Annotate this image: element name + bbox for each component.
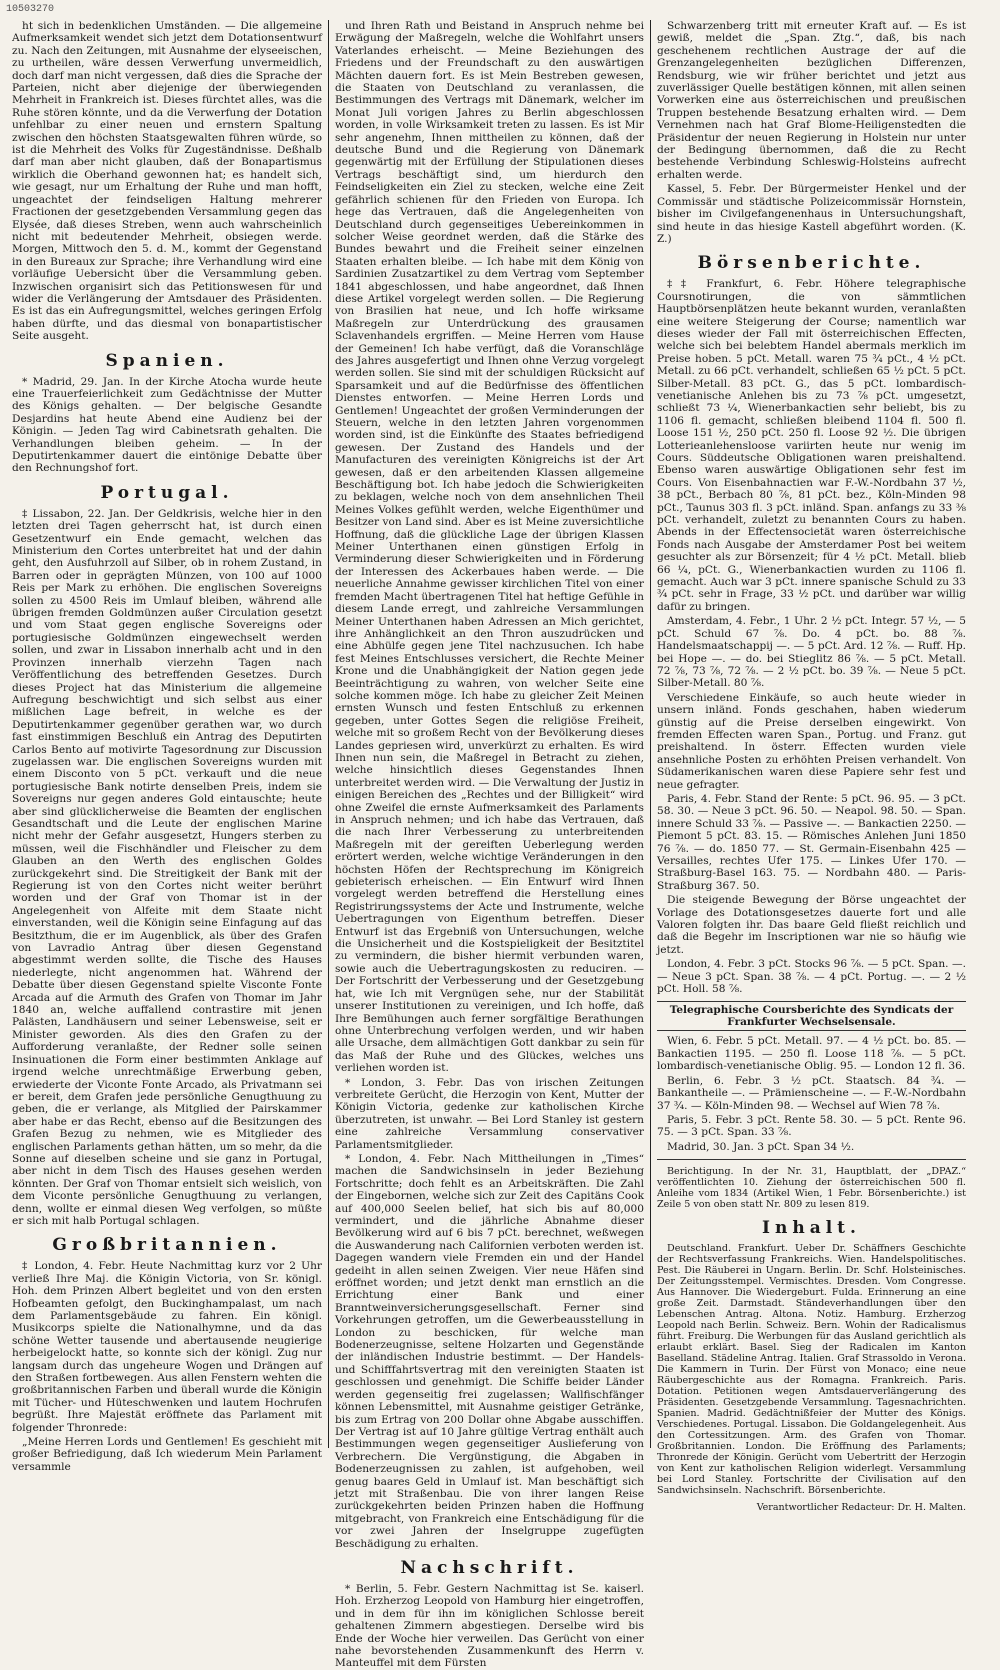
- table-of-contents: Deutschland. Frankfurt. Ueber Dr. Schäffners Geschichte der Rechtsverfassung Frankreichs. Wien. Handelspolitisches. Pest. Die Räuberei in Ungarn. Berlin. Dr. Schf. Holsteinisches. Der Zeitungsstempel. Vermischtes. Dresden. Vom Congresse. Aus Hannover. Die Wiedergeburt. Fulda. Erinnerung an eine große Zeit. Darmstadt. Ständeverhandlungen über den Lebenschen Antrag. Altona. Notiz. Hamburg. Erzherzog Leopold nach Berlin. Schweiz. Bern. Wohin der Radicalismus führt. Freiburg. Die Werbungen für das Ausland gerichtlich als erlaubt erklärt. Basel. Sieg der Radicalen im Kanton Baselland. Städeline Antrag. Italien. Graf Strassoldo in Verona. Die Kammern in Turin. Der Fürst von Monaco; eine neue Räubergeschichte aus der Romagna. Frankreich. Paris. Dotation. Petitionen wegen Amtsdauerverlängerung des Präsidenten. Gesetzgebende Versammlung. Tagesnachrichten. Spanien. Madrid. Gedächtnißfeier der Mutter des Königs. Verschiedenes. Portugal. Lissabon. Die Goldangelegenheit. Aus den Cortessitzungen. Arm. des Grafen von Thomar. Großbritannien. London. Die Eröffnung des Parlaments; Thronrede der Königin. Gerücht vom Uebertritt der Herzogin von Kent zur katholischen Religion widerlegt. Versammlung bei Lord Stanley. Fortschritte der Civilisation auf den Sandwichsinseln. Nachschrift. Börsenberichte.: [657, 1243, 966, 1497]
- column-1: [6, 20, 328, 1473]
- article-madrid: * Madrid, 29. Jan. In der Kirche Atocha wurde heute eine Trauerfeierlichkeit zum Gedächtnisse der Mutter des Königs gehalten. — Der belgische Gesandte Desjardins hat heute Abend eine Audienz bei der Königin. — Jeden Tag wird Cabinetsrath gehalten. Die Verhandlungen bleiben geheim. — In der Deputirtenkammer dauert die eintönige Debatte über den Rechnungshof fort.: [12, 375, 322, 475]
- article-thronrede-start: „Meine Herren Lords und Gentlemen! Es geschieht mit großer Befriedigung, daß Ich wiederum Mein Parlament versammle: [12, 1436, 322, 1473]
- article-paris: Paris, 4. Febr. Stand der Rente: 5 pCt. 96. 95. — 3 pCt. 58. 30. — Neue 3 pCt. 96. 50. — Neapol. 98. 50. — Span. innere Schuld 33 ⅞. — Passive —. — Bankactien 2250. — Piemont 5 pCt. 83. 15. — Römisches Anlehen Juni 1850 76 ⅞. — do. 1850 77. — St. Germain-Eisenbahn 425 — Versailles, rechtes Ufer 175. — Linkes Ufer 170. — Straßburg-Basel 163. 75. — Nordbahn 480. — Paris-Straßburg 367. 50.: [657, 792, 966, 892]
- article-paris-bewegung: Die steigende Bewegung der Börse ungeachtet der Vorlage des Dotationsgesetzes dauerte fort und alle Valoren folgten ihr. Das baare Geld fließt reichlich und daß die Begehr im Inscriptionen war nie so häufig wie jetzt.: [657, 894, 966, 956]
- article-london: ‡ London, 4. Febr. Heute Nachmittag kurz vor 2 Uhr verließ Ihre Maj. die Königin Victoria, von Sr. königl. Hoh. dem Prinzen Albert begleitet und von den ersten Hofbeamten gefolgt, den Buckinghampalast, um nach dem Parlamentsgebäude zu fahren. Ein königl. Musikcorps spielte die Nationalhymne, und da das schöne Wetter tausende und abertausende neugierige herbeigelockt hatte, so konnte sich der königl. Zug nur langsam durch das ungeheure Wogen und Drängen auf den Straßen fortbewegen. Aus allen Fenstern wehten die großbritannischen Farben und überall wurde die Königin mit Tücher- und Hüteschwenken und lautem Hochrufen begrüßt. Ihre Majestät eröffnete das Parlament mit folgender Thronrede:: [12, 1260, 322, 1434]
- section-heading-boersenberichte: Börsenberichte.: [697, 253, 926, 274]
- page-id: 10503270: [6, 4, 55, 15]
- article-frankfurt-boerse: ‡‡ Frankfurt, 6. Febr. Höhere telegraphische Coursnotirungen, die von sämmtlichen Hauptbörsenplätzen heute bekannt wurden, veranlaßten eine weitere Steigerung der Course; namentlich war dieses wieder der Fall mit österreichischen Effecten, welche sich bei belebtem Handel abermals merklich im Preise hoben. 5 pCt. Metall. waren 75 ¾ pCt., 4 ½ pCt. Metall. zu 66 pCt. verhandelt, schließen 65 ½ pCt. 5 pCt. Silber-Metall. 83 pCt. G., das 5 pCt. lombardisch-venetianische Anlehen bis zu 73 ⅞ pCt. umgesetzt, schließt 73 ¼, Wienerbankactien sehr beliebt, bis zu 1106 fl. gemacht, schließen bleibend 1104 fl. 500 fl. Loose 151 ½, 250 pCt. 250 fl. Loose 92 ½. Die übrigen Lotterieanlehensloose variirten heute nur wenig im Cours. Süddeutsche Obligationen waren preishaltend. Ebenso waren auswärtige Obligationen sehr fest im Cours. Von Eisenbahnactien war F.-W.-Nordbahn 37 ½, 38 pCt., Berbach 80 ⅞, 81 pCt. bez., Köln-Minden 98 pCt., Taunus 303 fl. 3 pCt. inländ. Span. anfangs zu 33 ⅜ pCt. verhandelt, zuletzt zu benannten Cours zu haben. Abends in der Effectensocietät waren österreichische Fonds nach Ausgabe der Amsterdamer Post bei weitem gesuchter als zur Börsenzeit; für 4 ½ pCt. Metall. blieb 66 ¼, pCt. G., Wienerbankactien wurden zu 1106 fl. gemacht. Auch war 3 pCt. innere spanische Schuld zu 33 ¾ pCt. sehr in Frage, 33 ½ pCt. und darüber war willig dafür zu bringen.: [657, 278, 966, 613]
- section-heading-spanien: Spanien.: [105, 350, 229, 371]
- article-amsterdam: Amsterdam, 4. Febr., 1 Uhr. 2 ½ pCt. Integr. 57 ½, — 5 pCt. Schuld 67 ⅞. Do. 4 pCt. bo. 88 ⅞. Handelsmaatschappij —. — 5 pCt. Ard. 12 ⅞. — Ruff. Hp. bei Hope —. — do. bei Stieglitz 86 ⅞. — 5 pCt. Metall. 72 ⅞, 73 ⅞, 72 ⅞. — 2 ½ pCt. bo. 39 ⅞. — Neue 5 pCt. Silber-Metall. 80 ⅞.: [657, 615, 966, 690]
- article-berlin: * Berlin, 5. Febr. Gestern Nachmittag ist Se. kaiserl. Hoh. Erzherzog Leopold von Hamburg hier eingetroffen, und in dem für ihn im königlichen Schlosse bereit gehaltenen Zimmern abgestiegen. Derselbe wird bis Ende der Woche hier verweilen. Das Gerücht von einer nahe bevorstehenden Zusammenkunft des Herrn v. Manteuffel mit dem Fürsten: [335, 1582, 644, 1670]
- article-london-3-febr: * London, 3. Febr. Das von irischen Zeitungen verbreitete Gerücht, die Herzogin von Kent, Mutter der Königin Victoria, gedenke zur katholischen Kirche überzutreten, ist unwahr. — Bei Lord Stanley ist gestern eine zahlreiche Versammlung conservativer Parlamentsmitglieder.: [335, 1076, 644, 1151]
- telegraph-wien: Wien, 6. Febr. 5 pCt. Metall. 97. — 4 ½ pCt. bo. 85. — Bankactien 1195. — 250 fl. Loose 118 ⅞. — 5 pCt. lombardisch-venetianische Oblig. 95. — London 12 fl. 36.: [657, 1035, 966, 1073]
- telegraph-paris: Paris, 5. Febr. 3 pCt. Rente 58. 30. — 5 pCt. Rente 96. 75. — 3 pCt. Span. 33 ⅞.: [657, 1113, 966, 1139]
- section-heading-nachschrift: Nachschrift.: [400, 1557, 579, 1578]
- article-thronrede: und Ihren Rath und Beistand in Anspruch nehme bei Erwägung der Maßregeln, welche die Wohlfahrt unsers Vaterlandes erheischt. — Meine Beziehungen des Friedens und der Freundschaft zu den auswärtigen Mächten dauern fort. Es ist Mein Bestreben gewesen, die Staaten von Deutschland zu veranlassen, die Bestimmungen des Vertrags mit Dänemark, welcher im Monat Juli vorigen Jahres zu Berlin abgeschlossen worden, in volle Wirksamkeit treten zu lassen. Es ist Mir sehr angenehm, Ihnen mittheilen zu können, daß der deutsche Bund und die Regierung von Dänemark gegenwärtig mit der Erfüllung der Stipulationen dieses Vertrags beschäftigt sind, um hierdurch den Feindseligkeiten ein Ziel zu stecken, welche eine Zeit gefährlich schienen für den Frieden von Europa. Ich hege das Vertrauen, daß die Angelegenheiten von Deutschland durch gegenseitiges Uebereinkommen in solcher Weise geordnet werden, daß die Stärke des Bundes bewahrt und die Freiheit seiner einzelnen Staaten erhalten bleibe. — Ich habe mit dem König von Sardinien Zusatzartikel zu dem Vertrag vom September 1841 abgeschlossen, und habe angeordnet, daß Ihnen diese Artikel vorgelegt werden sollen. — Die Regierung von Brasilien hat neue, und Ich hoffe wirksame Maßregeln zur Unterdrückung des grausamen Sclavenhandels ergriffen. — Meine Herren vom Hause der Gemeinen! Ich habe verfügt, daß die Voranschläge des Jahres ausgefertigt und Ihnen ohne Verzug vorgelegt werden sollen. Sie sind mit der schuldigen Rücksicht auf Sparsamkeit und auf die Bedürfnisse des öffentlichen Dienstes entworfen. — Meine Herren Lords und Gentlemen! Ungeachtet der großen Verminderungen der Steuern, welche in den letzten Jahren vorgenommen worden sind, ist die Einkünfte des Staates befriedigend gewesen. Der Zustand des Handels und der Manufacturen des vereinigten Königreichs ist der Art gewesen, daß er den arbeitenden Klassen allgemeine Beschäftigung bot. Ich habe jedoch die Schwierigkeiten zu beklagen, welche noch von dem ansehnlichen Theil Meines Volkes gefühlt werden, welche Eigenthümer und Besitzer von Land sind. Aber es ist Meine zuversichtliche Hoffnung, daß die glückliche Lage der übrigen Klassen Meiner Unterthanen einen günstigen Erfolg in Verminderung dieser Schwierigkeiten und in Förderung der Interessen des Ackerbaues haben werde. — Die neuerliche Annahme gewisser kirchlichen Titel von einer fremden Macht übertragenen Titel hat heftige Gefühle in diesem Lande erregt, und zahlreiche Versammlungen Meiner Unterthanen haben Adressen an Mich gerichtet, ihre Anhänglichkeit an den Thron auszudrücken und eine Abhülfe gegen jene Titel nachzusuchen. Ich habe fest Meines Entschlusses versichert, die Rechte Meiner Krone und die Unabhängigkeit der Nation gegen jede Beeinträchtigung zu wahren, von welcher Seite eine solche kommen möge. Ich habe zu gleicher Zeit Meinen ernsten Wunsch und festen Entschluß zu erkennen gegeben, unter Gottes Segen die religiöse Freiheit, welche mit so großem Recht von der Bevölkerung dieses Landes gepriesen wird, unverkürzt zu erhalten. Es wird Ihnen nun sein, die Maßregel in Betracht zu ziehen, welche hinsichtlich dieses Gegenstandes Ihnen unterbreitet werden wird. — Die Verwaltung der Justiz in einigen Bereichen des „Rechtes und der Billigkeit“ wird ohne Zweifel die ernste Aufmerksamkeit des Parlaments in Anspruch nehmen; und ich habe das Vertrauen, daß die nach Ihrer Verbesserung zu unterbreitenden Maßregeln mit der gereiften Ueberlegung werden erörtert werden, welche wichtige Veränderungen in den höchsten Höfen der Rechtsprechung im Königreich gebieterisch erheischen. — Ein Entwurf wird Ihnen vorgelegt werden betreffend die Herstellung eines Registrirungssystems der Acte und Instrumente, welche Uebertragungen von Eigenthum betreffen. Dieser Entwurf ist das Ergebniß von Untersuchungen, welche die Unsicherheit und die Kostspieligkeit der Besitztitel zu vermindern, die bisher hiermit verbunden waren, sowie auch die Uebertragungskosten zu reduciren. — Der Fortschritt der Verbesserung und der Gesetzgebung hat, wie Ich mit Vergnügen sehe, nur der Stabilität unserer Institutionen zu vereinigen, und Ich hoffe, daß Ihre Bemühungen auch ferner sorgfältige Berathungen ohne Unterbrechung verfolgen werden, und wir haben alle Ursache, dem allmächtigen Gott dankbar zu sein für das Maß der Ruhe und des Glückes, welches uns verliehen worden ist.: [335, 20, 644, 1075]
- article-kassel: Kassel, 5. Febr. Der Bürgermeister Henkel und der Commissär und städtische Polizeicommissär Hornstein, bisher im Civilgefangenenhaus in Untersuchungshaft, sind heute in das hiesige Kastell abgeführt worden. (K. Z.): [657, 183, 966, 245]
- section-heading-portugal: Portugal.: [100, 482, 234, 503]
- column-2: [328, 20, 650, 1670]
- section-heading-inhalt: Inhalt.: [762, 1218, 861, 1239]
- article-einkaeufe: Verschiedene Einkäufe, so auch heute wieder in unsern inländ. Fonds geschahen, haben wiederum günstig auf die Preise derselben eingewirkt. Von fremden Effecten waren Span., Portug. und Franz. gut preishaltend. In österr. Effecten wurden viele ansehnliche Posten zu erhöhten Preisen verhandelt. Von Südamerikanischen waren diese Papiere sehr fest und neue gefragter.: [657, 691, 966, 791]
- telegraph-berlin: Berlin, 6. Febr. 3 ½ pCt. Staatsch. 84 ¾. — Bankantheile —. — Prämienscheine —. — F.-W.-Nordbahn 37 ¾. — Köln-Minden 98. — Wechsel auf Wien 78 ⅞.: [657, 1074, 966, 1112]
- divider: [657, 1159, 966, 1160]
- editor-credit: Verantwortlicher Redacteur: Dr. H. Malten.: [756, 1502, 966, 1514]
- section-heading-grossbritannien: Großbritannien.: [52, 1235, 282, 1256]
- article-london-4-febr: * London, 4. Febr. Nach Mittheilungen in „Times“ machen die Sandwichsinseln in jeder Beziehung Fortschritte; doch fehlt es an Arbeitskräften. Die Zahl der Eingebornen, welche sich zur Zeit des Capitäns Cook auf 400,000 Seelen belief, hat sich bis auf 80,000 vermindert, und die jährliche Abnahme dieser Bevölkerung wird auf 6 bis 7 pCt. berechnet, weßwegen die Auswanderung nach Californien verboten werden ist. Dagegen wandern viele Fremden ein und der Handel gedeiht in allen seinen Zweigen. Vier neue Häfen sind eröffnet worden; und jetzt denkt man ernstlich an die Errichtung einer Bank und einer Branntweinversicherungsgesellschaft. Ferner sind Vorkehrungen getroffen, um die Gewerbeausstellung in London zu beschicken, für welche man Bodenerzeugnisse, seltene Holzarten und Gegenstände der inländischen Industrie bestimmt. — Der Handels- und Schifffahrtsvertrag mit den vereinigten Staaten ist geschlossen und genehmigt. Die Schiffe beider Länder werden gegenseitig frei zugelassen; Wallfischfänger können Lebensmittel, mit Ausnahme geistiger Getränke, bis zum Ertrag von 200 Dollar ohne Abgabe ausschiffen. Der Vertrag ist auf 10 Jahre gültige Vertrag enthält auch Bestimmungen wegen gegenseitiger Auslieferung von Verbrechern. Die Vergünstigung, die Abgaben in Bodenerzeugnissen zu zahlen, ist aufgehoben, weil genug baares Geld in Umlauf ist. Man beschäftigt sich jetzt mit Straßenbau. Die von ihrer langen Reise zurückgekehrten beiden Prinzen haben die Hoffnung mitgebracht, von Frankreich eine Entschädigung für die vor zwei Jahren der Inselgruppe zugefügten Beschädigung zu erhalten.: [335, 1152, 644, 1550]
- article-text: ht sich in bedenklichen Umständen. — Die allgemeine Aufmerksamkeit wendet sich jetzt dem Dotationsentwurf zu. Nach den Zeitungen, mit Ausnahme der elyseeischen, zu urtheilen, wäre dessen Verwerfung unvermeidlich, doch darf man nicht vergessen, daß dies die Sprache der Parteien, nicht aber diejenige der überwiegenden Mehrheit in Frankreich ist. Dieses fürchtet alles, was die Ruhe stören könnte, und da die Verwerfung der Dotation unfehlbar zu einer neuen und ernstern Spaltung zwischen den höchsten Staatsgewalten führen würde, so ist die Mehrheit des Volks für Zugeständnisse. Deßhalb darf man aber nicht glauben, daß der Bonapartismus wirklich die Oberhand gewonnen hat; es handelt sich, wie gesagt, nur um Erhaltung der Ruhe und man hofft, ungeachtet der feindseligen Haltung mehrerer Fractionen der gesetzgebenden Versammlung gegen das Elysée, daß dieses Streben, wenn auch wahrscheinlich nicht mit bedeutender Mehrheit, obsiegen werde. Morgen, Mittwoch den 5. d. M., kommt der Gegenstand in den Bureaux zur Sprache; ihre Verhandlung wird eine vorläufige Uebersicht über die Versammlung geben. Inzwischen organisirt sich das Petitionswesen für und wider die Verlängerung der Amtsdauer des Präsidenten. Es ist das ein Aufregungsmittel, welches geringen Erfolg haben dürfte, und das diesmal von bonapartistischer Seite ausgeht.: [12, 20, 322, 343]
- newspaper-page: [6, 20, 994, 1670]
- article-schwarzenberg: Schwarzenberg tritt mit erneuter Kraft auf. — Es ist gewiß, meldet die „Span. Ztg.“, daß, bis nach geschehenem rechtlichen Austrage der auf die Grenzangelegenheiten bezüglichen Differenzen, Rendsburg, wie wir früher berichtet und jetzt aus zuverlässiger Quelle bestätigen können, mit allen seinen Vorwerken eine aus österreichischen und preußischen Truppen bestehende Besatzung erhalten wird. — Dem Vernehmen nach hat Graf Blome-Heiligenstedten die Präsidentur der neuen Regierung in Holstein nur unter der Bedingung übernommen, daß die zu Recht bestehende Verbindung Schleswig-Holsteins aufrecht erhalten werde.: [657, 20, 966, 181]
- telegraph-madrid: Madrid, 30. Jan. 3 pCt. Span 34 ½.: [667, 1140, 855, 1153]
- article-london-boerse: London, 4. Febr. 3 pCt. Stocks 96 ⅞. — 5 pCt. Span. —. — Neue 3 pCt. Span. 38 ⅞. — 4 pCt. Portug. —. — 2 ½ pCt. Holl. 58 ⅞.: [657, 958, 966, 996]
- column-3: [650, 20, 972, 1514]
- article-lissabon: ‡ Lissabon, 22. Jan. Der Geldkrisis, welche hier in den letzten drei Tagen geherrscht hat, ist durch einen Gesetzentwurf ein Ende gemacht, welchen das Ministerium den Cortes unterbreitet hat und der dahin geht, den Ausfuhrzoll auf Silber, ob in rohem Zustand, in Barren oder in geprägten Münzen, von 100 auf 1000 Reis per Mark zu erhöhen. Die englischen Sovereigns sollen zu 4500 Reis im Umlauf bleiben, während alle übrigen fremden Goldmünzen außer Circulation gesetzt und vom Staat gegen englische Sovereigns oder portugiesische Goldmünzen eingewechselt werden sollen, und zwar in Lissabon innerhalb acht und in den Provinzen innerhalb vierzehn Tagen nach Veröffentlichung des betreffenden Gesetzes. Durch dieses Project hat das Ministerium die allgemeine Aufregung beschwichtigt und sich selbst aus einer mißlichen Lage befreit, in welche es der Deputirtenkammer gegenüber gerathen war, wo durch fast einstimmigen Beschluß ein Antrag des Deputirten Carlos Bento auf motivirte Tagesordnung zur Discussion zugelassen war. Die englischen Sovereigns wurden mit einem Disconto von 5 pCt. verkauft und die neue portugiesische Bank notirte denselben Preis, indem sie Sovereigns nur gegen anderes Gold eintauschte; heute aber sind glücklicherweise die Beamten der englischen Gesandtschaft und die Leute der englischen Marine nicht mehr der Gefahr ausgesetzt, Hungers sterben zu müssen, weil die Fischhändler und Fleischer zu dem Glauben an den Werth des englischen Goldes zurückgekehrt sind. Die Streitigkeit der Bank mit der Regierung ist von den Cortes nicht weiter berührt worden und der Graf von Thomar ist in der Angelegenheit von Alfeite mit dem Staate nicht einverstanden, weil die Königin seine Einfagung auf das Besitzthum, die er im Augenblick, als über des Grafen von Lavradio Antrag über diesen Gegenstand abgestimmt werden sollte, die Tische des Hauses niederlegte, nicht angenommen hat. Während der Debatte über diesen Gegenstand spielte Visconte Fonte Arcada auf die Armuth des Grafen von Thomar im Jahr 1840 an, welche auffallend contrastire mit jenen Palästen, Landhäusern und seiner Lebensweise, seit er Minister geworden. Als dies den Grafen zu der Aufforderung veranlaßte, der Redner solle seinen Insinuationen die Form einer bestimmten Anklage auf irgend welche unrechtmäßige Erwerbung geben, erwiederte der Viconte Fonte Arcado, als Privatmann sei er bereit, dem Grafen jede persönliche Genugthuung zu geben, die er verlange, als Mitglied der Pairskammer aber habe er das Recht, ebenso auf die Besitzungen des Grafen Bezug zu nehmen, wie es Mitglieder des englischen Parlaments gethan hätten, um so mehr, da die Sonne auf dieselben scheine und sie ganz in Portugal, aber nicht in dem Tisch des Hauses gesehen werden könnten. Der Graf von Thomar entsielt sich weislich, von dem Viconte persönliche Genugthuung zu verlangen, denn, wollte er einmal diesen Weg verfolgen, so müßte er sich mit halb Portugal schlagen.: [12, 507, 322, 1227]
- berichtigung: Berichtigung. In der Nr. 31, Hauptblatt, der „DPAZ.“ veröffentlichten 10. Ziehung der österreichischen 500 fl. Anleihe vom 1834 (Artikel Wien, 1 Febr. Börsenberichte.) ist Zeile 5 von oben statt Nr. 809 zu lesen 819.: [657, 1166, 966, 1211]
- telegraph-heading: Telegraphische Coursberichte des Syndicats der Frankfurter Wechselsensale.: [657, 1001, 966, 1031]
